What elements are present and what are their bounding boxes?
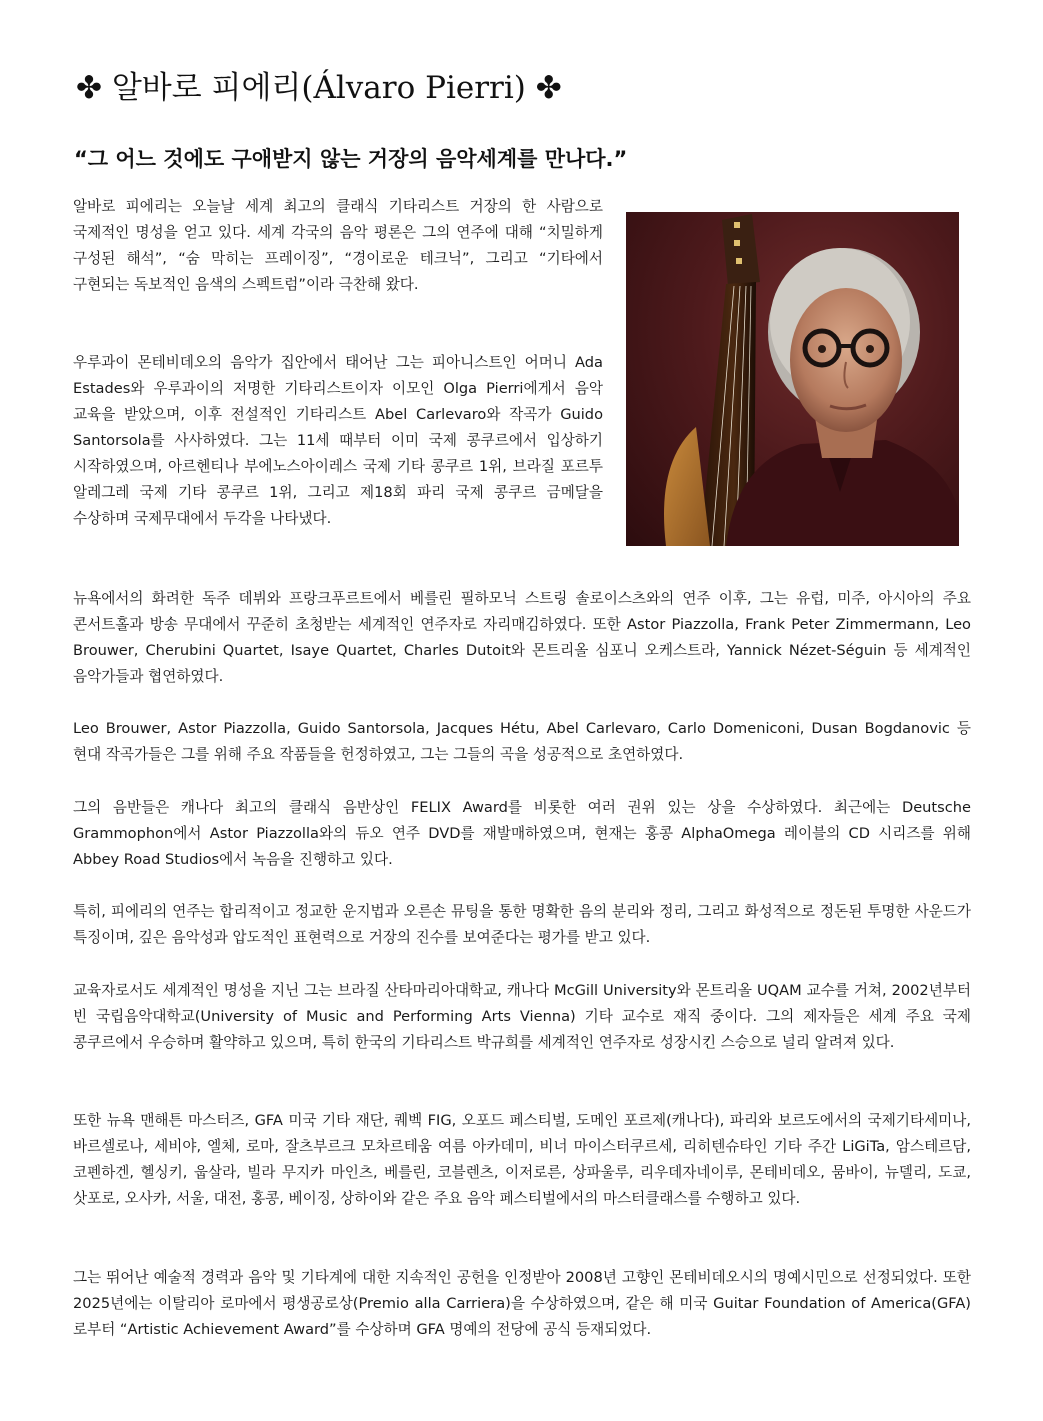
paragraph-honors: 그는 뛰어난 예술적 경력과 음악 및 기타계에 대한 지속적인 공헌을 인정받아 2008년 고향인 몬테비데오시의 명예시민으로 선정되었다. 또한 2025년에는 이탈리아 로마에서 평생공로상(Premio alla Carriera)을 수상하였으며, 같은 해 미국 Guitar Foundation of America(GFA)로부터 “Artistic Achievement Award”를 수상하며 GFA 명예의 전당에 공식 등재되었다. bbox=[73, 1269, 971, 1338]
page-title: ✤ 알바로 피에리(Álvaro Pierri) ✤ bbox=[76, 70, 562, 106]
paragraph-recordings: 그의 음반들은 캐나다 최고의 클래식 음반상인 FELIX Award를 비롯한 여러 권위 있는 상을 수상하였다. 최근에는 Deutsche Grammophon에서 Astor Piazzolla와의 듀오 연주 DVD를 재발매하였으며, 현재는 홍콩 AlphaOmega 레이블의 CD 시리즈를 위해 Abbey Road Studios에서 녹음을 진행하고 있다. bbox=[73, 799, 971, 868]
paragraph-intro: 알바로 피에리는 오늘날 세계 최고의 클래식 기타리스트 거장의 한 사람으로 국제적인 명성을 얻고 있다. 세계 각국의 음악 평론은 그의 연주에 대해 “치밀하게 구성된 해석”, “숨 막히는 프레이징”, “경이로운 테크닉”, 그리고 “기타에서 구현되는 독보적인 음색의 스펙트럼”이라 극찬해 왔다. bbox=[73, 198, 603, 293]
guitarist-portrait-illustration bbox=[626, 212, 959, 546]
paragraph-playing-style: 특히, 피에리의 연주는 합리적이고 정교한 운지법과 오른손 뮤팅을 통한 명확한 음의 분리와 정리, 그리고 화성적으로 정돈된 투명한 사운드가 특징이며, 깊은 음악성과 압도적인 표현력으로 거장의 진수를 보여준다는 평가를 받고 있다. bbox=[73, 903, 971, 946]
paragraph-masterclasses: 또한 뉴욕 맨해튼 마스터즈, GFA 미국 기타 재단, 퀘벡 FIG, 오포드 페스티벌, 도메인 포르제(캐나다), 파리와 보르도에서의 국제기타세미나, 바르셀로나, 세비야, 엘체, 로마, 잘츠부르크 모차르테움 여름 아카데미, 비너 마이스터쿠르세, 리히텐슈타인 기타 주간 LiGiTa, 암스테르담, 코펜하겐, 헬싱키, 웁살라, 빌라 무지카 마인츠, 베를린, 코블렌츠, 이저로른, 상파울루, 리우데자네이루, 몬테비데오, 뭄바이, 뉴델리, 도쿄, 삿포로, 오사카, 서울, 대전, 홍콩, 베이징, 상하이와 같은 주요 음악 페스티벌에서의 마스터클래스를 수행하고 있다. bbox=[73, 1112, 971, 1207]
paragraph-education: 교육자로서도 세계적인 명성을 지닌 그는 브라질 산타마리아대학교, 캐나다 McGill University와 몬트리올 UQAM 교수를 거쳐, 2002년부터 빈 국립음악대학교(University of Music and Performing Arts Vienna) 기타 교수로 재직 중이다. 그의 제자들은 세계 주요 국제 콩쿠르에서 우승하며 활약하고 있으며, 특히 한국의 기타리스트 박규희를 세계적인 연주자로 성장시킨 스승으로 널리 알려져 있다. bbox=[73, 982, 971, 1051]
portrait-photo bbox=[626, 212, 959, 546]
paragraph-dedications: Leo Brouwer, Astor Piazzolla, Guido Santorsola, Jacques Hétu, Abel Carlevaro, Carlo Domeniconi, Dusan Bogdanovic 등 현대 작곡가들은 그를 위해 주요 작품들을 헌정하였고, 그는 그들의 곡을 성공적으로 초연하였다. bbox=[73, 720, 971, 763]
paragraph-early-life: 우루과이 몬테비데오의 음악가 집안에서 태어난 그는 피아니스트인 어머니 Ada Estades와 우루과이의 저명한 기타리스트이자 이모인 Olga Pierri에게서 음악 교육을 받았으며, 이후 전설적인 기타리스트 Abel Carlevaro와 작곡가 Guido Santorsola를 사사하였다. 그는 11세 때부터 이미 국제 콩쿠르에서 입상하기 시작하였으며, 아르헨티나 부에노스아이레스 국제 기타 콩쿠르 1위, 브라질 포르투 알레그레 국제 기타 콩쿠르 1위, 그리고 제18회 파리 국제 콩쿠르 금메달을 수상하며 국제무대에서 두각을 나타냈다. bbox=[73, 354, 603, 527]
headline-quote: “그 어느 것에도 구애받지 않는 거장의 음악세계를 만나다.” bbox=[74, 147, 628, 171]
paragraph-career: 뉴욕에서의 화려한 독주 데뷔와 프랑크푸르트에서 베를린 필하모닉 스트링 솔로이스츠와의 연주 이후, 그는 유럽, 미주, 아시아의 주요 콘서트홀과 방송 무대에서 꾸준히 초청받는 세계적인 연주자로 자리매김하였다. 또한 Astor Piazzolla, Frank Peter Zimmermann, Leo Brouwer, Cherubini Quartet, Isaye Quartet, Charles Dutoit와 몬트리올 심포니 오케스트라, Yannick Nézet-Séguin 등 세계적인 음악가들과 협연하였다. bbox=[73, 590, 971, 685]
